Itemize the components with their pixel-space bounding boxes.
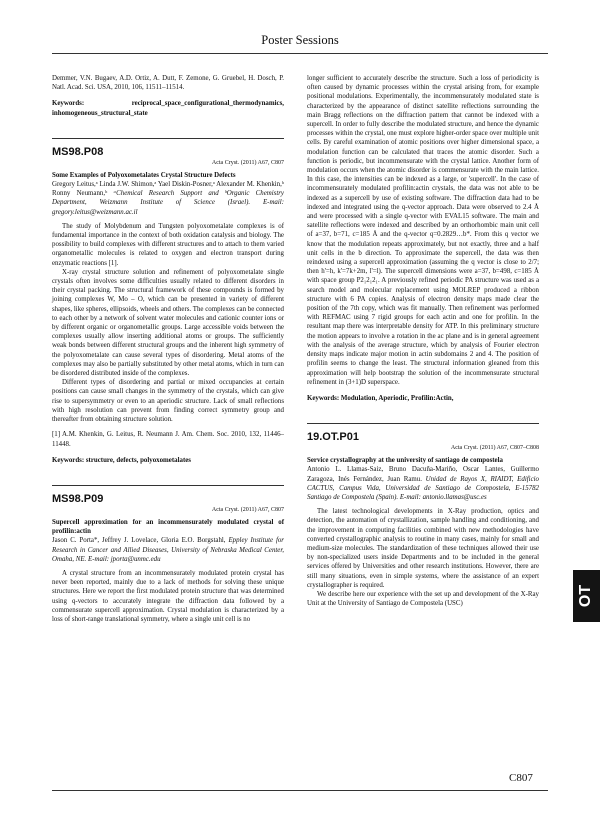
intro-reference: Demmer, V.N. Bugaev, A.D. Ortiz, A. Dutt, F. Zemone, G. Gruebel, H. Dosch, P. Natl. Acad. Sci. USA, 2010, 106, 11511–11514.: [52, 75, 284, 92]
abstract-header-ms98-p08: [52, 138, 284, 167]
abstract-paragraph: The latest technological developments in X-Ray production, optics and detection, the automation of crystallization, sample handling and conditioning, and the improvement in computing facilities combined with new methodologies have converted crystallographic analysis to routine in many cases, mainly for small and medium-size molecules. The standardization of these techniques allowed their use by non-specialized users inside Departments and to be included in the general services offered by Universities and other research institutions. However, there are still many situations, even in simple systems, where the assistance of an expert crystallographer is required.: [307, 508, 539, 589]
abstract-citation: Acta Cryst. (2011) A67, C807–C808: [450, 445, 539, 452]
abstract-title: Some Examples of Polyoxometalates Crystal Structure Defects: [52, 171, 236, 179]
abstract-id: MS98.P08: [52, 145, 104, 158]
abstract-keywords: Keywords: structure, defects, polyoxometalates: [52, 456, 191, 464]
left-column: [52, 74, 284, 624]
abstract-paragraph: X-ray crystal structure solution and refinement of polyoxometalate single crystals often involves some difficulties usually related to different disorders in their crystal packing. The structural framework of these compounds is formed by joining complexes W, Mo – O, which can be presented in variety of different shapes, like spheres, ellipsoids, wheels and others. The complexes can be connected to each other by a network of solvent water molecules and cationic counter ions or by different organic or organometallic groups. Large accessible voids between the complexes usually allow inserting additional atoms or groups. The sufficiently weak bonds between different structural groups and the inherent high symmetry of the polyoxometalate can cause several types of disordering. Metal atoms of the complexes may also be partially substituted by other metal atoms, which in turn can be disordered distributed inside of the complexes.: [52, 268, 284, 378]
abstract-authors: Gregory Leitus,ᵃ Linda J.W. Shimon,ᵃ Yael Diskin-Posner,ᵃ Alexander M. Khenkin,ᵇ Ronny Neumann,ᵇ: [52, 181, 284, 198]
abstract-authors: Antonio L. Llamas-Saiz, Bruno Dacuña-Mariño, Oscar Lantes, Guillermo Zaragoza, Inés Fernández, Juan Ramu.: [307, 466, 539, 483]
abstract-authors: Jason C. Porta*, Jeffrey J. Lovelace, Gloria E.O. Borgstahl,: [52, 537, 226, 545]
abstract-citation: Acta Cryst. (2011) A67, C807: [211, 506, 284, 513]
section-tab-label: OT: [577, 584, 595, 608]
abstract-affiliation: ᵃChemical Research Support and ᵇOrganic Chemistry Department, Weizmann Institute of Science (Israel). E-mail: gregory.leitus@weizmann.ac.il: [52, 190, 284, 216]
abstract-reference: [1] A.M. Khenkin, G. Leitus, R. Neumann J. Am. Chem. Soc. 2010, 132, 11446–11448.: [52, 431, 284, 448]
section-tab: [573, 570, 600, 622]
abstract-affiliation: Unidad de Rayos X, RIAIDT, Edificio CACTUS, Campus Vida, Universidad de Santiago de Compostela, E-15782 Santiago de Compostela (Spain). E-mail: antonio.llamas@usc.es: [307, 475, 539, 501]
abstract-authors-block: [307, 465, 539, 502]
abstract-paragraph: A crystal structure from an incommensurately modulated protein crystal has never been reported, mainly due to a lack of methods for solving these unique structures. Here we report the first modulated protein structure that was determined using q-vectors to accurately integrate the diffraction data followed by a commensurate supercell approximation. Crystal modulation is characterized by a loss of short-range translational symmetry, where a single unit cell is no: [52, 569, 284, 623]
header-rule: [52, 53, 548, 54]
abstract-authors-block: [52, 536, 284, 564]
abstract-keywords: Keywords: Modulation, Aperiodic, Profilin:Actin,: [307, 394, 454, 402]
abstract-paragraph: The study of Molybdenum and Tungsten polyoxometalate complexes is of fundamental importance in the context of both oxidation catalysis and biology. The possibility to build complexes with different structures and to attach to them varied organometallic molecules is related to oxygen and electron transport during enzymatic reactions [1].: [52, 222, 284, 267]
abstract-id: 19.OT.P01: [307, 431, 359, 444]
abstract-title: Service crystallography at the university of santiago de compostela: [307, 457, 503, 465]
abstract-citation: Acta Cryst. (2011) A67, C807: [211, 159, 284, 166]
abstract-header-ms98-p09: [52, 485, 284, 514]
abstract-authors-block: [52, 180, 284, 217]
running-header: Poster Sessions: [261, 33, 339, 47]
intro-keywords: Keywords: reciprocal_space_configurational_thermodynamics, inhomogeneous_structural_state: [52, 100, 284, 117]
footer-rule: [52, 790, 548, 791]
abstract-title: Supercell approximation for an incommensurately modulated crystal of profilin:actin: [52, 518, 284, 536]
abstract-header-19-ot-p01: [307, 423, 539, 452]
abstract-paragraph: We describe here our experience with the set up and development of the X-Ray Unit at the University of Santiago de Compostela (USC): [307, 590, 539, 608]
right-column: [307, 74, 539, 608]
abstract-paragraph-continued: longer sufficient to accurately describe the structure. Such a loss of periodicity is often caused by dynamic processes within the crystal arising from, for example positional modulations. Experimentally, the incommensurately modulated state is characterized by the appearance of distinct satellite reflections surrounding the main Bragg reflections on the diffraction pattern that cannot be indexed with a supercell. In order to fully describe the modulated structure, and hence the dynamic processes within the crystal, one must explore higher-order space over multiple unit cells. By careful examination of atomic positions over higher dimensional space, a modulation function can be calculated that traces the atomic disorder. Such a function is periodic, but incommensurate with the crystal lattice. Another form of modulation occurs when the atomic disorder is commensurate with the main lattice. In this case, the intensities can be indexed as a large, or 'supercell'. In the case of incommensurately modulated profilin:actin crystals, the data was not able to be indexed as a supercell by use of existing software. The diffraction data had to be indexed and integrated using the q-vector approach. Data were observed to 2.4 Å and were processed with a single q-vector with EVAL15 software. The main and satellite reflections were indexed and described by an orthorhombic main unit cell of a=37, b=71, c=185 Å and the q-vector q=0.2829…b*. From this q vector we know that the modulation repeats approximately, but not exactly, three and a half unit cells in the b direction. To approximate the supercell, the data was then reindexed using a supercell approximation (assuming the q vector is close to 2/7; then h'=h, k'=7k+2m, l'=l). The supercell dimensions were a=37, b=498, c=185 Å with space group P2₁2₁2₁. A previously refined periodic PA structure was used as a search model and molecular replacement using MOLREP produced a ribbon structure with 6 PA copies. Analysis of electron density maps made clear the position of the 7th copy, which was fit manually. Then refinement was performed with REFMAC using 7 rigid groups for each actin and one for profilin. In the resultant map there was interpretable density for ATP. In this preliminary structure the motion appears to involve a rotation in the ac plane and is in general agreement with the analysis of the average structure, which by analysis of Fourier electron density maps indicate major motion in actin subdomains 2 and 4. The position of profilin seems to change the least. The structural information gleaned from this approximation will help bootstrap the solution of the incommensurate structural refinement in (3+1)D superspace.: [307, 75, 539, 386]
page-number: C807: [509, 772, 533, 784]
abstract-affiliation: Eppley Institute for Research in Cancer and Allied Diseases, University of Nebraska Medical Center, Omaha, NE. E-mail: jporta@unmc.edu: [52, 537, 284, 563]
abstract-paragraph: Different types of disordering and partial or mixed occupancies at certain positions can cause small changes in the symmetry of the crystals, which can give rise to supersymmetry or even to an aperiodic structure. Lack of small reflections with high resolution can prevent from finding correct symmetry group and thereafter from obtaining structure solution.: [52, 379, 284, 424]
abstract-id: MS98.P09: [52, 492, 104, 505]
